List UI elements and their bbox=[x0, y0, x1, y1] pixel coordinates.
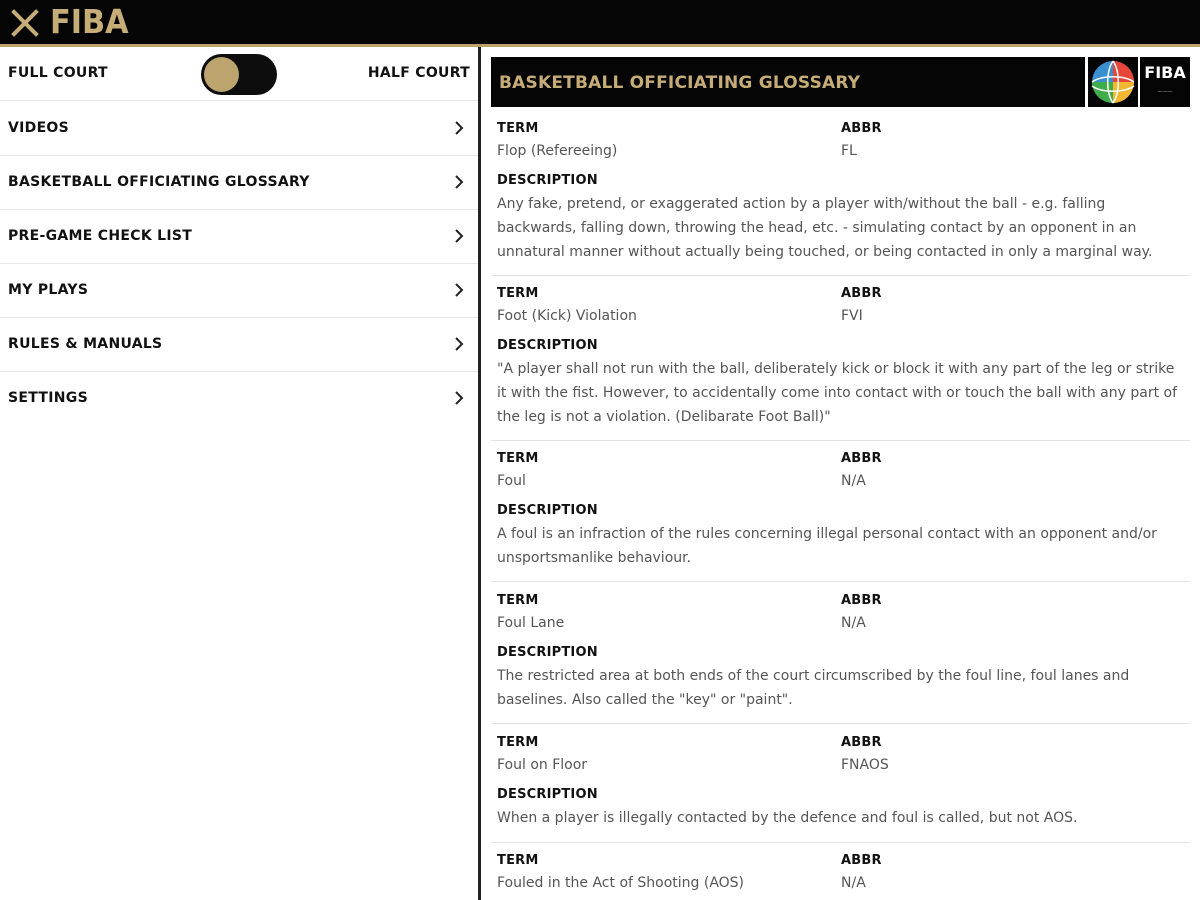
close-icon[interactable] bbox=[10, 8, 40, 38]
term-label: TERM bbox=[497, 451, 539, 466]
sidebar-item-label: PRE-GAME CHECK LIST bbox=[8, 228, 193, 244]
page-title: BASKETBALL OFFICIATING GLOSSARY bbox=[499, 73, 861, 93]
court-toggle-switch[interactable] bbox=[201, 54, 277, 95]
chevron-right-icon bbox=[452, 228, 466, 244]
description-label: DESCRIPTION bbox=[497, 173, 598, 188]
description-label: DESCRIPTION bbox=[497, 645, 598, 660]
abbr-label: ABBR bbox=[841, 853, 882, 868]
abbr-value: N/A bbox=[841, 875, 866, 891]
term-label: TERM bbox=[497, 121, 539, 136]
glossary-entry bbox=[491, 591, 1190, 724]
sidebar-item-label: BASKETBALL OFFICIATING GLOSSARY bbox=[8, 174, 310, 190]
abbr-label: ABBR bbox=[841, 286, 882, 301]
term-value: Foul bbox=[497, 473, 526, 489]
glossary-entry bbox=[491, 284, 1190, 441]
sidebar-item-glossary[interactable] bbox=[0, 156, 478, 210]
glossary-entry bbox=[491, 851, 1190, 900]
glossary-entry bbox=[491, 733, 1190, 843]
sidebar-item-my-plays[interactable] bbox=[0, 264, 478, 318]
sidebar-item-videos[interactable] bbox=[0, 102, 478, 156]
description-text: The restricted area at both ends of the court circumscribed by the foul line, foul lanes and baselines. Also called the "key" or "paint". bbox=[497, 668, 1130, 708]
chevron-right-icon bbox=[452, 282, 466, 298]
term-value: Foul on Floor bbox=[497, 757, 588, 773]
fiba-logo-subtext: ——— bbox=[1157, 89, 1173, 95]
term-label: TERM bbox=[497, 735, 539, 750]
description-label: DESCRIPTION bbox=[497, 503, 598, 518]
term-value: Fouled in the Act of Shooting (AOS) bbox=[497, 875, 745, 891]
term-value: Flop (Refereeing) bbox=[497, 143, 618, 159]
term-label: TERM bbox=[497, 286, 539, 301]
sidebar bbox=[0, 47, 478, 900]
half-court-label: HALF COURT bbox=[367, 65, 470, 81]
fiba-logo-icon bbox=[1140, 57, 1190, 107]
court-toggle-row bbox=[0, 47, 478, 101]
toggle-knob bbox=[204, 57, 239, 92]
basketball-logo-icon bbox=[1088, 57, 1138, 107]
glossary-entry bbox=[491, 119, 1190, 276]
abbr-value: N/A bbox=[841, 473, 866, 489]
glossary-content[interactable] bbox=[481, 47, 1200, 900]
description-text: A foul is an infraction of the rules concerning illegal personal contact with an opponent and/or unsportsmanlike behaviour. bbox=[497, 526, 1157, 566]
full-court-label: FULL COURT bbox=[8, 65, 108, 81]
description-label: DESCRIPTION bbox=[497, 338, 598, 353]
sidebar-item-settings[interactable] bbox=[0, 372, 478, 426]
description-text: "A player shall not run with the ball, deliberately kick or block it with any part of the leg or strike it with the fist. However, to accidentally come into contact with or touch the ball with any part of the leg is not a violation. (Delibarate Foot Ball)" bbox=[497, 361, 1178, 425]
chevron-right-icon bbox=[452, 174, 466, 190]
top-bar bbox=[0, 0, 1200, 44]
description-label: DESCRIPTION bbox=[497, 787, 598, 802]
sidebar-item-pre-game-check-list[interactable] bbox=[0, 210, 478, 264]
sidebar-item-rules-manuals[interactable] bbox=[0, 318, 478, 372]
term-value: Foul Lane bbox=[497, 615, 565, 631]
chevron-right-icon bbox=[452, 120, 466, 136]
abbr-label: ABBR bbox=[841, 735, 882, 750]
glossary-entry bbox=[491, 449, 1190, 582]
abbr-value: FVI bbox=[841, 308, 863, 324]
term-label: TERM bbox=[497, 853, 539, 868]
term-label: TERM bbox=[497, 593, 539, 608]
term-value: Foot (Kick) Violation bbox=[497, 308, 637, 324]
chevron-right-icon bbox=[452, 336, 466, 352]
glossary-header bbox=[491, 57, 1085, 107]
abbr-value: FNAOS bbox=[841, 757, 889, 773]
abbr-label: ABBR bbox=[841, 593, 882, 608]
chevron-right-icon bbox=[452, 390, 466, 406]
sidebar-item-label: MY PLAYS bbox=[8, 282, 89, 298]
abbr-label: ABBR bbox=[841, 451, 882, 466]
sidebar-item-label: RULES & MANUALS bbox=[8, 336, 163, 352]
description-text: Any fake, pretend, or exaggerated action by a player with/without the ball - e.g. falling backwards, falling down, throwing the head, etc. - simulating contact by an opponent in an unnatural manner without actually being touched, or being contacted in only a marginal way. bbox=[497, 196, 1153, 260]
abbr-value: N/A bbox=[841, 615, 866, 631]
abbr-value: FL bbox=[841, 143, 857, 159]
fiba-logo-text: FIBA bbox=[1144, 63, 1186, 82]
sidebar-item-label: VIDEOS bbox=[8, 120, 70, 136]
brand-logo: FIBA bbox=[50, 2, 129, 41]
abbr-label: ABBR bbox=[841, 121, 882, 136]
description-text: When a player is illegally contacted by the defence and foul is called, but not AOS. bbox=[497, 810, 1078, 826]
sidebar-item-label: SETTINGS bbox=[8, 390, 88, 406]
